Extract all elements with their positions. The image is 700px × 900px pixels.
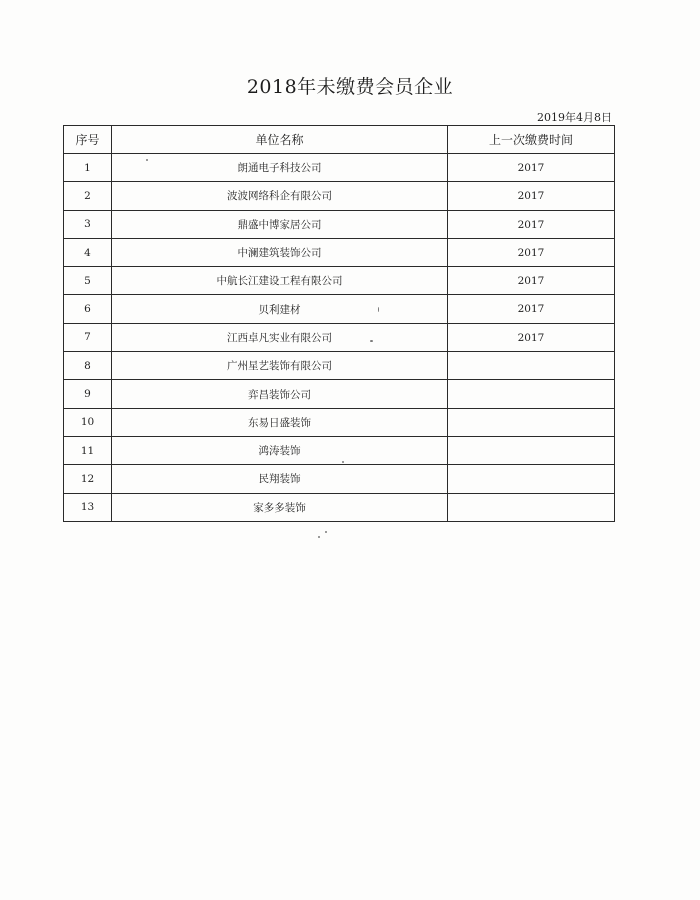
row-company-name: 鼎盛中博家居公司 (112, 210, 448, 238)
row-seq: 1 (64, 154, 112, 182)
document-date: 2019年4月8日 (537, 111, 612, 124)
header-company-name: 单位名称 (112, 126, 448, 154)
unpaid-members-table (63, 125, 615, 522)
row-company-name: 贝利建材 (112, 295, 448, 323)
document-title: 2018年未缴费会员企业 (246, 76, 454, 98)
scan-speck (318, 536, 320, 538)
row-company-name: 中航长江建设工程有限公司 (112, 267, 448, 295)
row-seq: 12 (64, 465, 112, 493)
row-company-name: 波波网络科企有限公司 (112, 182, 448, 210)
scan-speck (325, 531, 327, 533)
row-seq: 4 (64, 238, 112, 266)
row-company-name: 弈昌装饰公司 (112, 380, 448, 408)
table-row (64, 267, 615, 295)
table-row (64, 238, 615, 266)
header-seq: 序号 (64, 126, 112, 154)
row-company-name: 东易日盛装饰 (112, 408, 448, 436)
scan-speck (342, 461, 344, 463)
table-row (64, 295, 615, 323)
row-last-payment-year: 2017 (448, 182, 615, 210)
table-body (64, 154, 615, 522)
row-seq: 2 (64, 182, 112, 210)
row-company-name: 中澜建筑装饰公司 (112, 238, 448, 266)
header-last-payment: 上一次缴费时间 (448, 126, 615, 154)
row-last-payment-year: 2017 (448, 323, 615, 351)
row-seq: 3 (64, 210, 112, 238)
row-company-name: 家多多装饰 (112, 493, 448, 521)
row-seq: 7 (64, 323, 112, 351)
row-last-payment-year: 2017 (448, 238, 615, 266)
scan-speck (146, 159, 148, 161)
row-company-name: 广州星艺装饰有限公司 (112, 352, 448, 380)
row-last-payment-year: 2017 (448, 295, 615, 323)
table-header-row (64, 126, 615, 154)
table-row (64, 323, 615, 351)
table-row (64, 380, 615, 408)
row-company-name: 朗通电子科技公司 (112, 154, 448, 182)
scan-speck (378, 307, 379, 312)
row-last-payment-year (448, 493, 615, 521)
table-row (64, 210, 615, 238)
table-row (64, 154, 615, 182)
row-last-payment-year (448, 465, 615, 493)
row-seq: 9 (64, 380, 112, 408)
table-row (64, 436, 615, 464)
table-row (64, 465, 615, 493)
table-row (64, 182, 615, 210)
table-row (64, 493, 615, 521)
row-company-name: 江西卓凡实业有限公司 (112, 323, 448, 351)
row-last-payment-year: 2017 (448, 154, 615, 182)
row-company-name: 鸿涛装饰 (112, 436, 448, 464)
row-last-payment-year: 2017 (448, 267, 615, 295)
row-last-payment-year: 2017 (448, 210, 615, 238)
row-last-payment-year (448, 352, 615, 380)
row-company-name: 民翔装饰 (112, 465, 448, 493)
row-seq: 13 (64, 493, 112, 521)
row-seq: 10 (64, 408, 112, 436)
row-seq: 6 (64, 295, 112, 323)
scan-speck (370, 340, 373, 342)
table-row (64, 352, 615, 380)
row-last-payment-year (448, 436, 615, 464)
row-seq: 11 (64, 436, 112, 464)
row-last-payment-year (448, 380, 615, 408)
table-row (64, 408, 615, 436)
row-last-payment-year (448, 408, 615, 436)
row-seq: 5 (64, 267, 112, 295)
row-seq: 8 (64, 352, 112, 380)
